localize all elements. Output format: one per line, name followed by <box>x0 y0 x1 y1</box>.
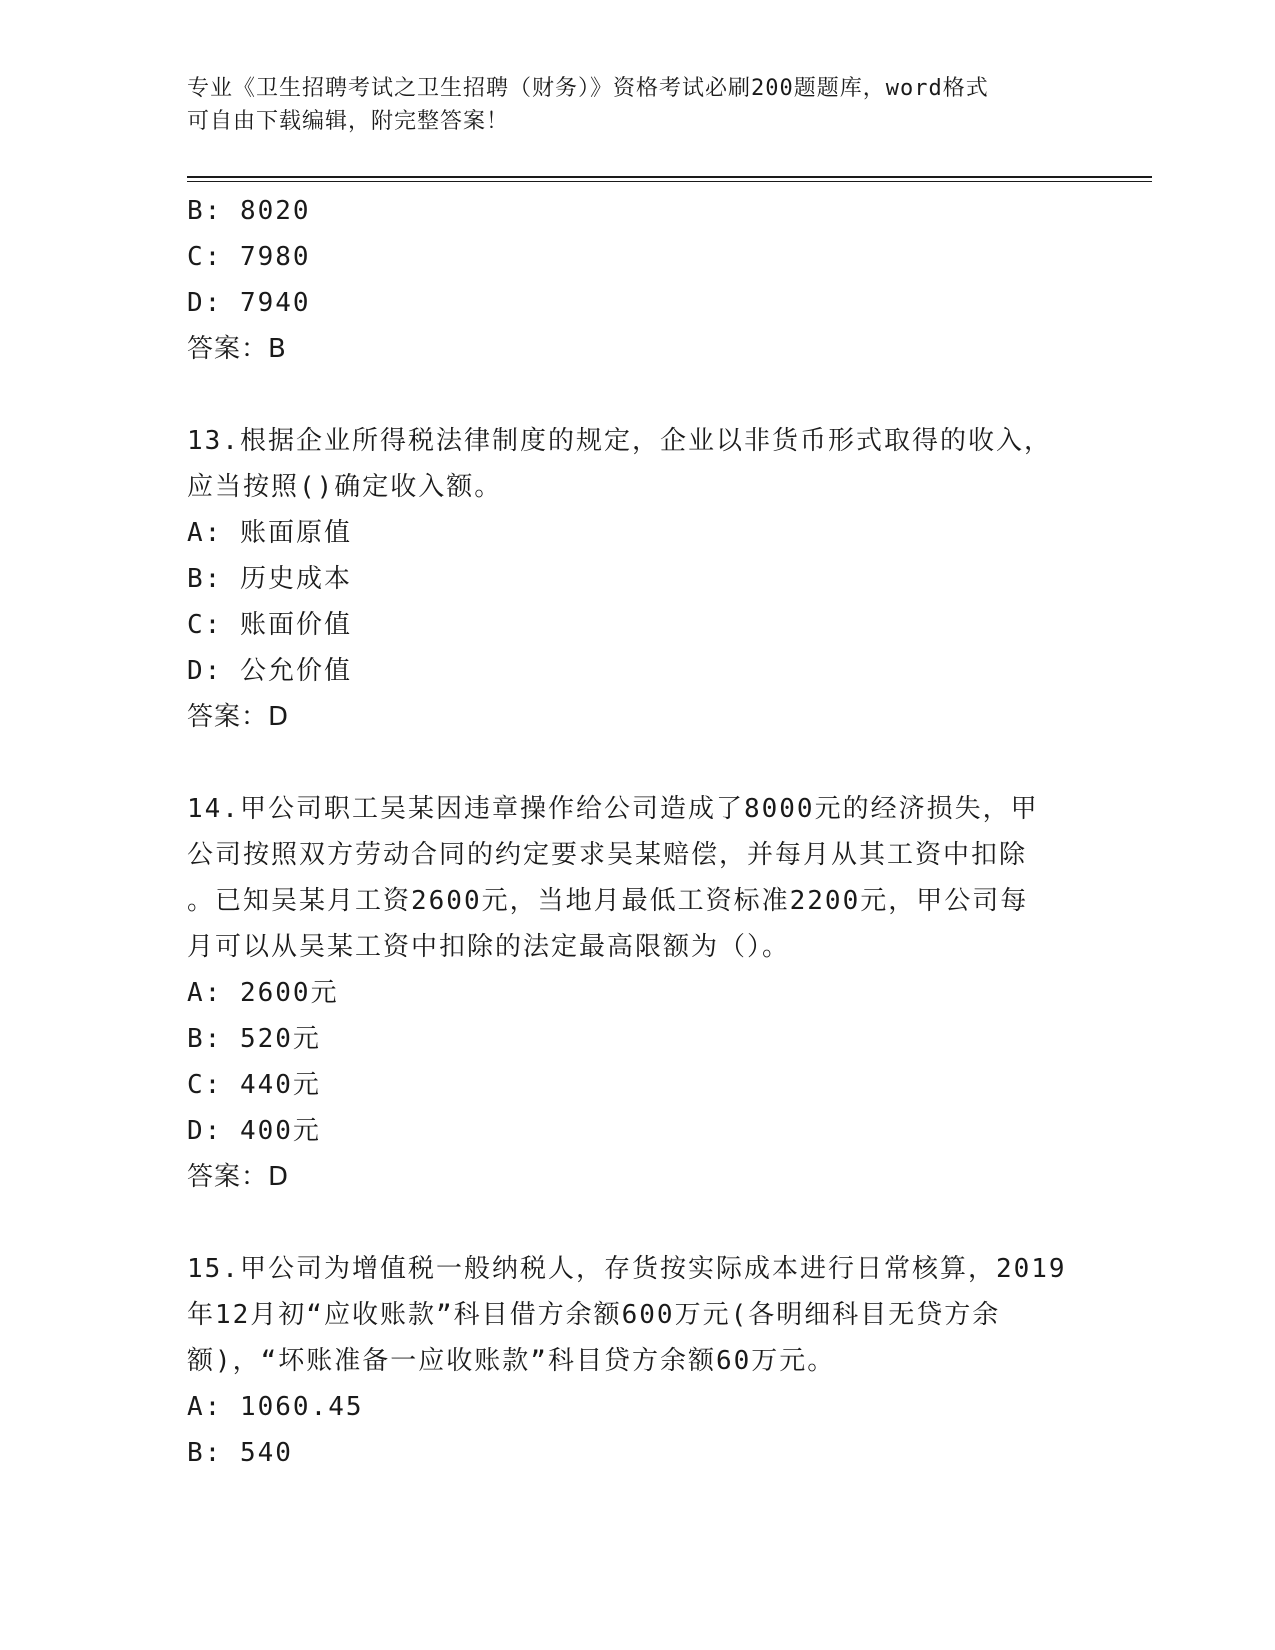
option-d: D: 公允价值 <box>187 656 352 686</box>
question-text-line: 年12月初“应收账款”科目借方余额600万元(各明细科目无贷方余 <box>187 1300 1001 1330</box>
question-text-line: 。已知吴某月工资2600元，当地月最低工资标准2200元，甲公司每 <box>187 886 1029 916</box>
option-d: D: 400元 <box>187 1116 321 1146</box>
question-text-line: 月可以从吴某工资中扣除的法定最高限额为（）。 <box>187 932 791 962</box>
option-c: C: 账面价值 <box>187 610 352 640</box>
question-text-line: 公司按照双方劳动合同的约定要求吴某赔偿，并每月从其工资中扣除 <box>187 840 1028 870</box>
option-b: B: 8020 <box>187 196 311 226</box>
header-rule-thin <box>187 181 1152 182</box>
question-text-line: 15.甲公司为增值税一般纳税人，存货按实际成本进行日常核算，2019 <box>187 1254 1067 1284</box>
option-a: A: 1060.45 <box>187 1392 364 1422</box>
header-rule-thick <box>187 176 1152 178</box>
option-c: C: 440元 <box>187 1070 321 1100</box>
question-12-tail <box>187 188 1067 372</box>
option-b: B: 历史成本 <box>187 564 352 594</box>
header-line-1: 专业《卫生招聘考试之卫生招聘（财务）》资格考试必刷200题题库，word格式 <box>187 76 989 101</box>
question-text-line: 应当按照()确定收入额。 <box>187 472 503 502</box>
answer-line: 答案：B <box>187 334 287 364</box>
document-body <box>187 188 1067 1476</box>
answer-line: 答案：D <box>187 702 290 732</box>
option-a: A: 账面原值 <box>187 518 352 548</box>
spacer <box>187 1200 1067 1246</box>
header-line-2: 可自由下载编辑，附完整答案！ <box>187 109 510 134</box>
option-a: A: 2600元 <box>187 978 339 1008</box>
answer-line: 答案：D <box>187 1162 290 1192</box>
option-b: B: 540 <box>187 1438 293 1468</box>
document-header <box>187 72 1067 138</box>
question-15 <box>187 1246 1067 1476</box>
option-d: D: 7940 <box>187 288 311 318</box>
question-13 <box>187 418 1067 740</box>
option-c: C: 7980 <box>187 242 311 272</box>
question-text-line: 额)，“坏账准备一应收账款”科目贷方余额60万元。 <box>187 1346 836 1376</box>
option-b: B: 520元 <box>187 1024 321 1054</box>
spacer <box>187 372 1067 418</box>
question-text-line: 14.甲公司职工吴某因违章操作给公司造成了8000元的经济损失，甲 <box>187 794 1039 824</box>
question-14 <box>187 786 1067 1200</box>
question-text-line: 13.根据企业所得税法律制度的规定，企业以非货币形式取得的收入， <box>187 426 1052 456</box>
spacer <box>187 740 1067 786</box>
